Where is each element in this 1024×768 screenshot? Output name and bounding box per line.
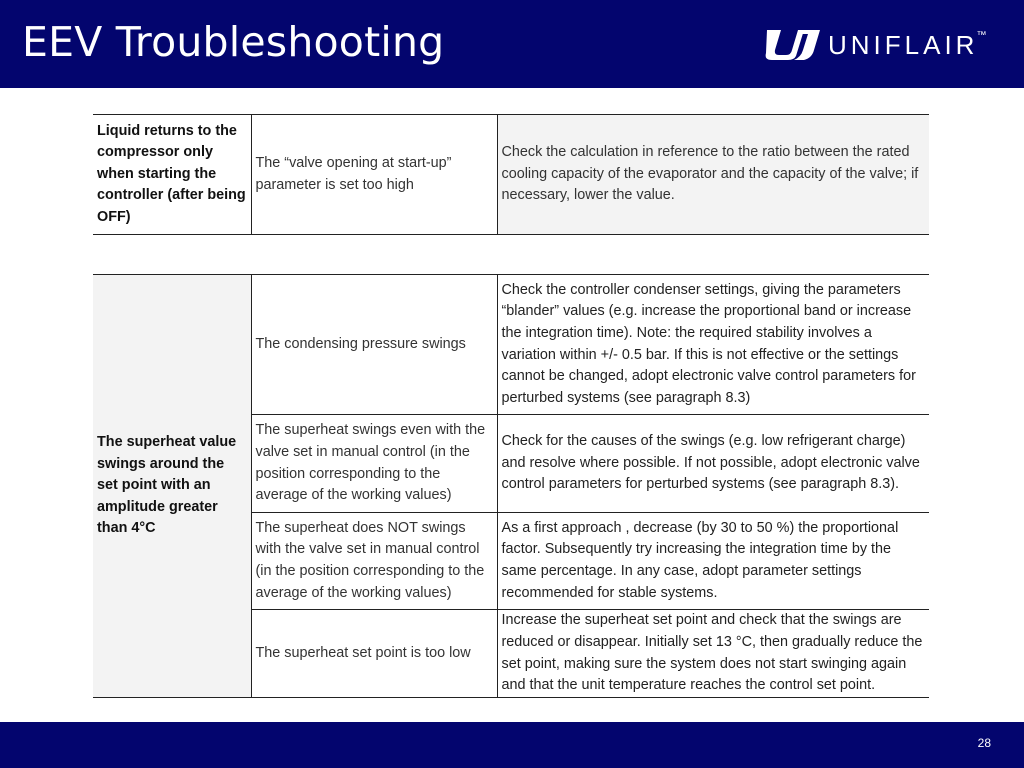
- troubleshooting-table-startup: [93, 114, 929, 235]
- uniflair-logo: [764, 28, 986, 62]
- slide-title: EEV Troubleshooting: [22, 18, 445, 66]
- slide-footer: [0, 722, 1024, 768]
- logo-text: UNIFLAIR: [828, 30, 979, 60]
- cause-cell: The superheat set point is too low: [251, 610, 497, 698]
- solution-cell: Check the calculation in reference to the ratio between the rated cooling capacity of the evaporator and the capacity of the valve; if necessary, lower the value.: [497, 115, 929, 235]
- troubleshooting-table-superheat: [93, 274, 929, 698]
- problem-cell: Liquid returns to the compressor only when starting the controller (after being OFF): [93, 115, 251, 235]
- page-number: 28: [977, 736, 991, 750]
- solution-cell: Increase the superheat set point and check that the swings are reduced or disappear. Initially set 13 °C, then gradually reduce the set point, making sure the system does not start swinging again and that the unit temperature reaches the control set point.: [497, 610, 929, 698]
- solution-cell: As a first approach , decrease (by 30 to 50 %) the proportional factor. Subsequently try increasing the integration time by the same percentage. In any case, adopt parameter settings recommended for stable systems.: [497, 513, 929, 610]
- cause-cell: The condensing pressure swings: [251, 275, 497, 415]
- uniflair-logo-icon: [764, 28, 822, 62]
- logo-trademark: ™: [976, 30, 987, 41]
- cause-cell: The superheat swings even with the valve set in manual control (in the position corresponding to the average of the working values): [251, 415, 497, 513]
- table-row: [93, 275, 929, 415]
- table-row: [93, 115, 929, 235]
- problem-cell: The superheat value swings around the set point with an amplitude greater than 4°C: [93, 275, 251, 698]
- solution-cell: Check for the causes of the swings (e.g. low refrigerant charge) and resolve where possible. If not possible, adopt electronic valve control parameters for perturbed systems (see paragraph 8.3).: [497, 415, 929, 513]
- slide-header: [0, 0, 1024, 88]
- cause-cell: The superheat does NOT swings with the valve set in manual control (in the position corresponding to the average of the working values): [251, 513, 497, 610]
- solution-cell: Check the controller condenser settings, giving the parameters “blander” values (e.g. increase the proportional band or increase the integration time). Note: the required stability involves a variation within +/- 0.5 bar. If this is not effective or the settings cannot be changed, adopt electronic valve control parameters for perturbed systems (see paragraph 8.3): [497, 275, 929, 415]
- cause-cell: The “valve opening at start-up” parameter is set too high: [251, 115, 497, 235]
